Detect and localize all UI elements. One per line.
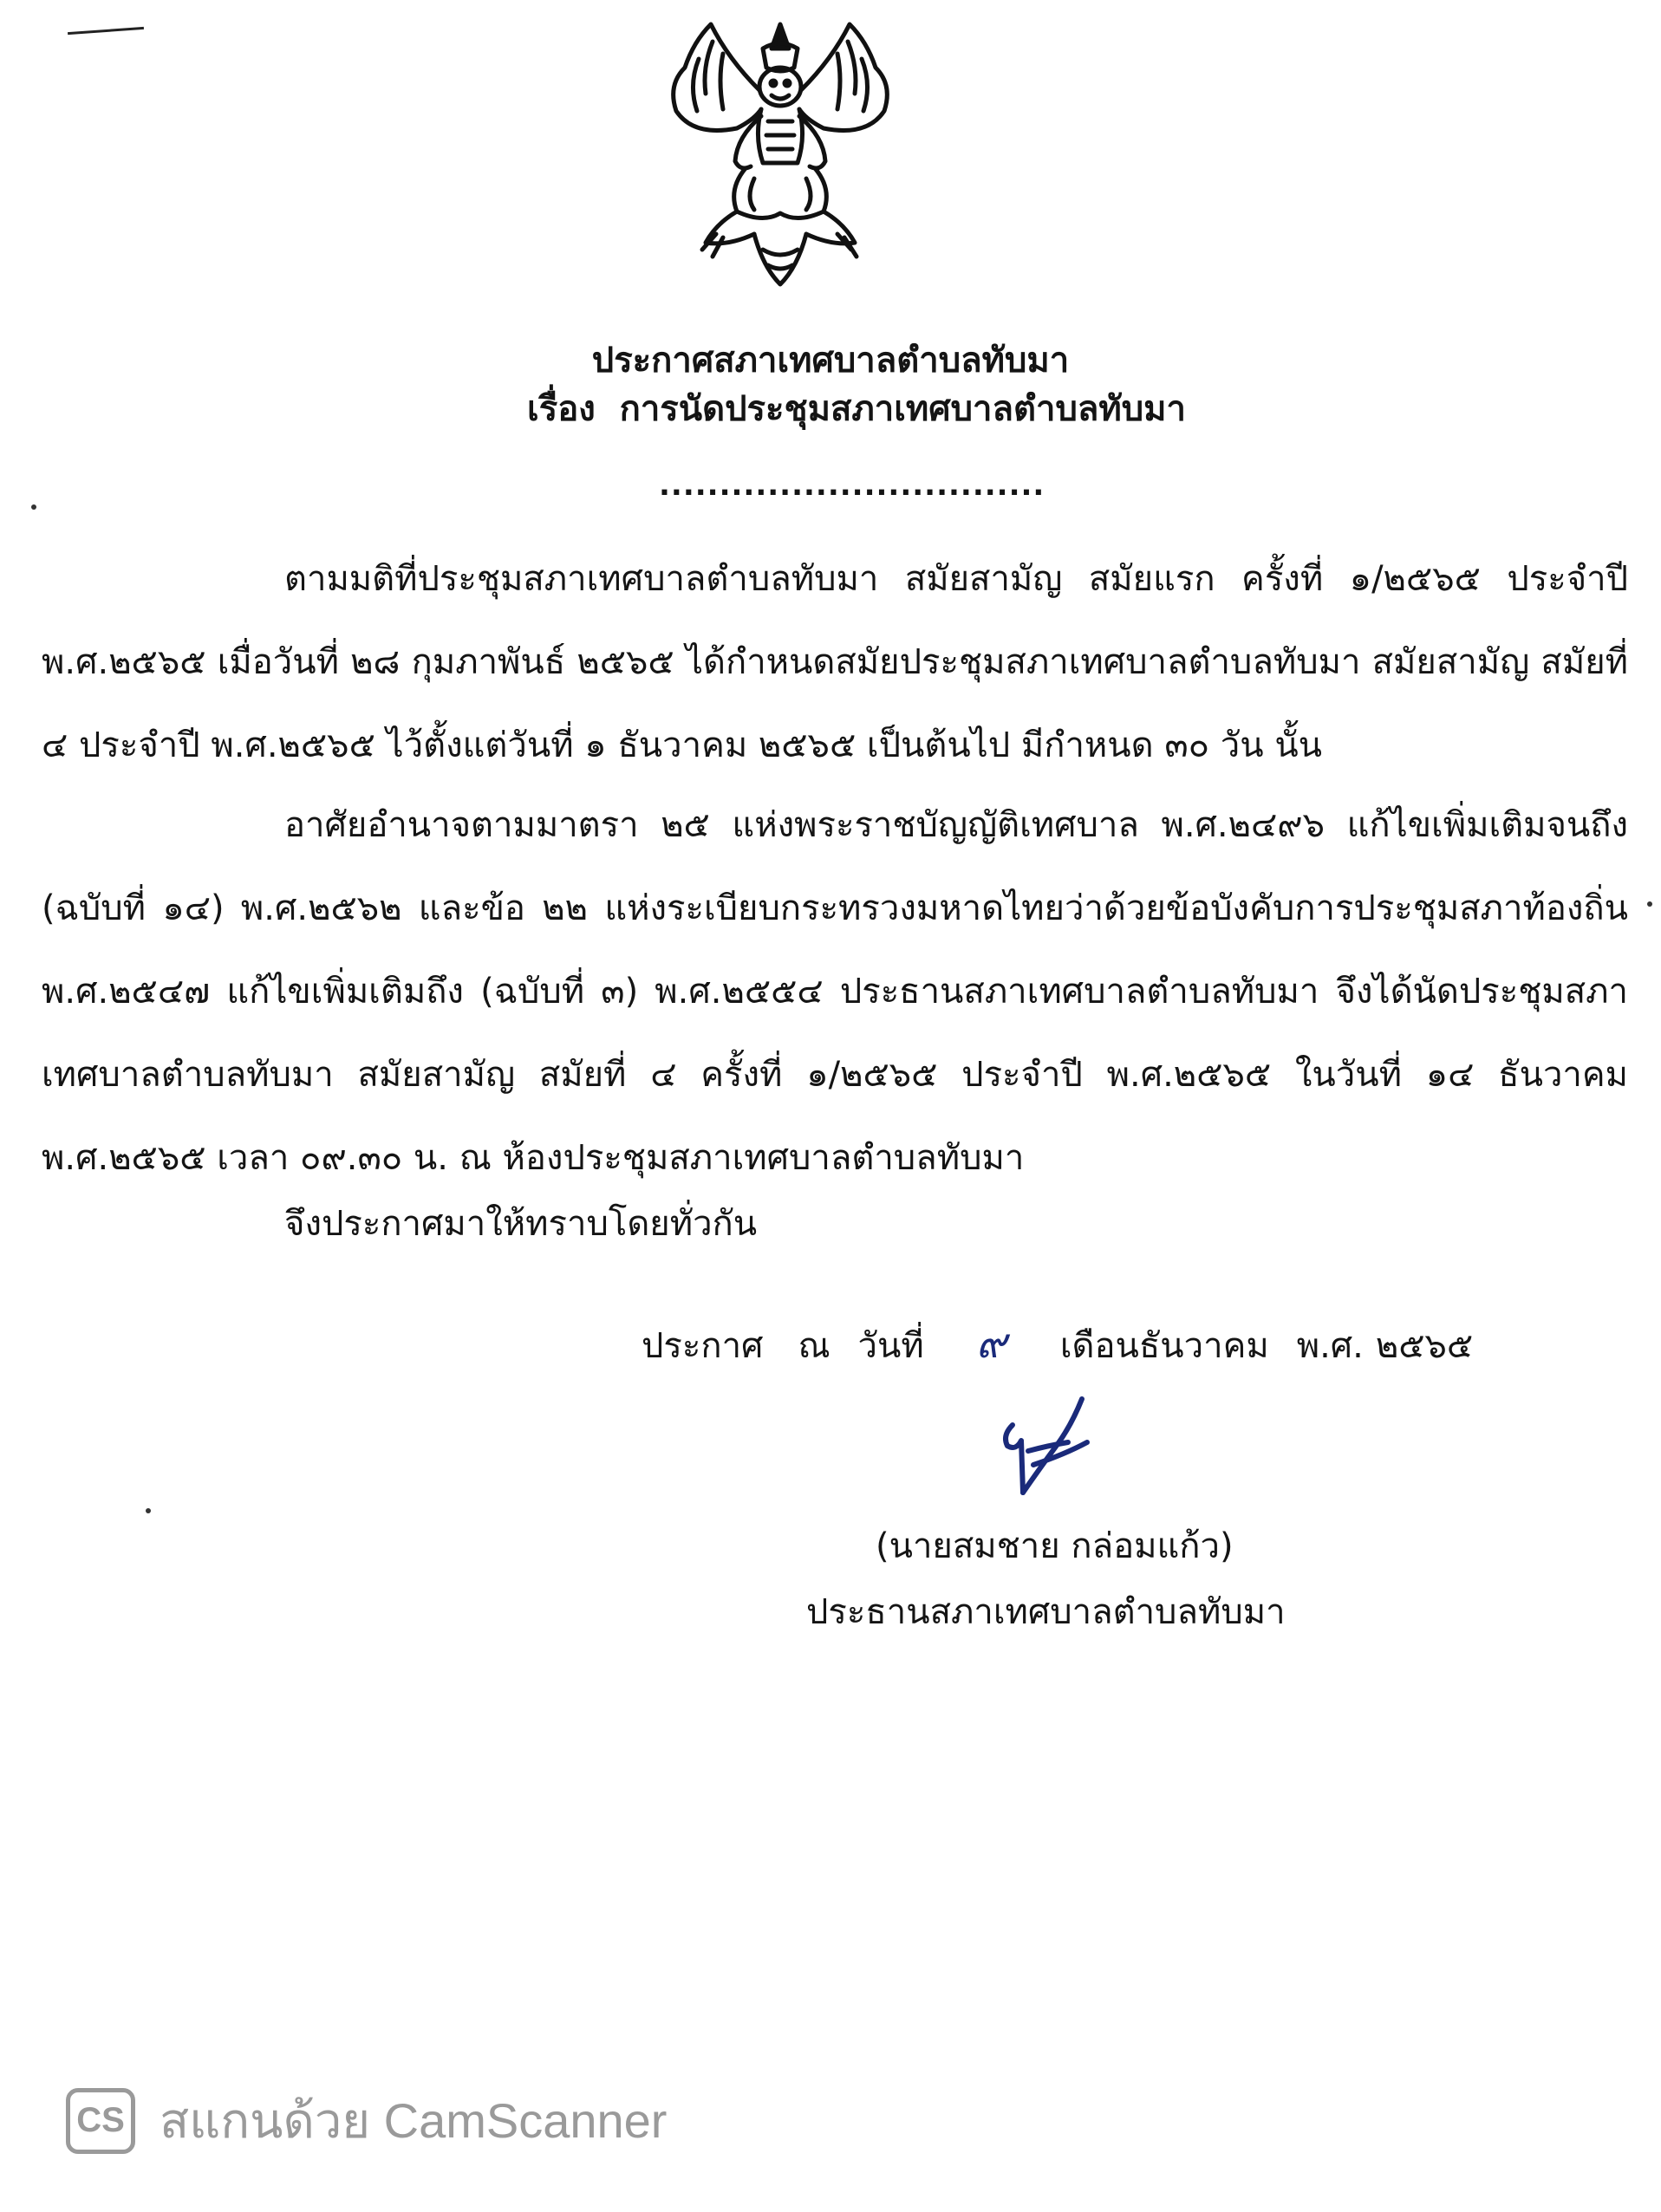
date-announce-label: ประกาศ: [642, 1326, 764, 1366]
date-month: เดือนธันวาคม: [1059, 1326, 1269, 1366]
scan-speck: [146, 1508, 151, 1513]
body-paragraph-2: อาศัยอำนาจตามมาตรา ๒๕ แห่งพระราชบัญญัติเทศบาล พ.ศ.๒๔๙๖ แก้ไขเพิ่มเติมจนถึง (ฉบับที่ ๑๔) พ.ศ.๒๕๖๒ และข้อ ๒๒ แห่งระเบียบกระทรวงมหาดไทยว่าด้วยข้อบังคับการประชุมสภาท้องถิ่น พ.ศ.๒๕๔๗ แก้ไขเพิ่มเติมถึง (ฉบับที่ ๓) พ.ศ.๒๕๕๔ ประธานสภาเทศบาลตำบลทับมา จึงได้นัดประชุมสภาเทศบาลตำบลทับมา สมัยสามัญ สมัยที่ ๔ ครั้งที่ ๑/๒๕๖๕ ประจำปี พ.ศ.๒๕๖๕ ในวันที่ ๑๔ ธันวาคม พ.ศ.๒๕๖๕ เวลา ๐๙.๓๐ น. ณ ห้องประชุมสภาเทศบาลตำบลทับมา: [42, 805, 1628, 1178]
scan-speck: [31, 504, 36, 510]
watermark-text: สแกนด้วย CamScanner: [160, 2093, 668, 2148]
signer-position: ประธานสภาเทศบาลตำบลทับมา: [806, 1592, 1286, 1632]
signature-mark: [978, 1390, 1099, 1520]
date-day-handwritten: ๙: [975, 1319, 1006, 1368]
subject-text: การนัดประชุมสภาเทศบาลตำบลทับมา: [619, 389, 1186, 429]
camscanner-watermark: [66, 2082, 667, 2159]
scan-speck: [1647, 901, 1652, 907]
date-day-label: วันที่: [857, 1326, 924, 1366]
document-heading: [0, 336, 1661, 433]
body-paragraph-1: ตามมติที่ประชุมสภาเทศบาลตำบลทับมา สมัยสามัญ สมัยแรก ครั้งที่ ๑/๒๕๖๕ ประจำปี พ.ศ.๒๕๖๕ เมื่อวันที่ ๒๘ กุมภาพันธ์ ๒๕๖๕ ได้กำหนดสมัยประชุมสภาเทศบาลตำบลทับมา สมัยสามัญ สมัยที่ ๔ ประจำปี พ.ศ.๒๕๖๕ ไว้ตั้งแต่วันที่ ๑ ธันวาคม ๒๕๖๕ เป็นต้นไป มีกำหนด ๓๐ วัน นั้น: [42, 559, 1628, 765]
document-subject: [0, 385, 1661, 433]
date-era: พ.ศ.: [1296, 1326, 1364, 1366]
title-separator: ................................: [659, 468, 1045, 503]
subject-label: เรื่อง: [527, 389, 596, 429]
date-at-label: ณ: [798, 1326, 830, 1366]
signer-name: (นายสมชาย กล่อมแก้ว): [876, 1526, 1234, 1566]
camscanner-logo-icon: CS: [66, 2088, 135, 2154]
closing-statement: จึงประกาศมาให้ทราบโดยทั่วกัน: [284, 1204, 758, 1244]
date-year: ๒๕๖๕: [1375, 1326, 1474, 1366]
announcement-date: [642, 1319, 1543, 1370]
garuda-emblem-icon: [633, 7, 928, 302]
document-title: ประกาศสภาเทศบาลตำบลทับมา: [591, 341, 1070, 381]
scan-mark: [68, 27, 144, 35]
